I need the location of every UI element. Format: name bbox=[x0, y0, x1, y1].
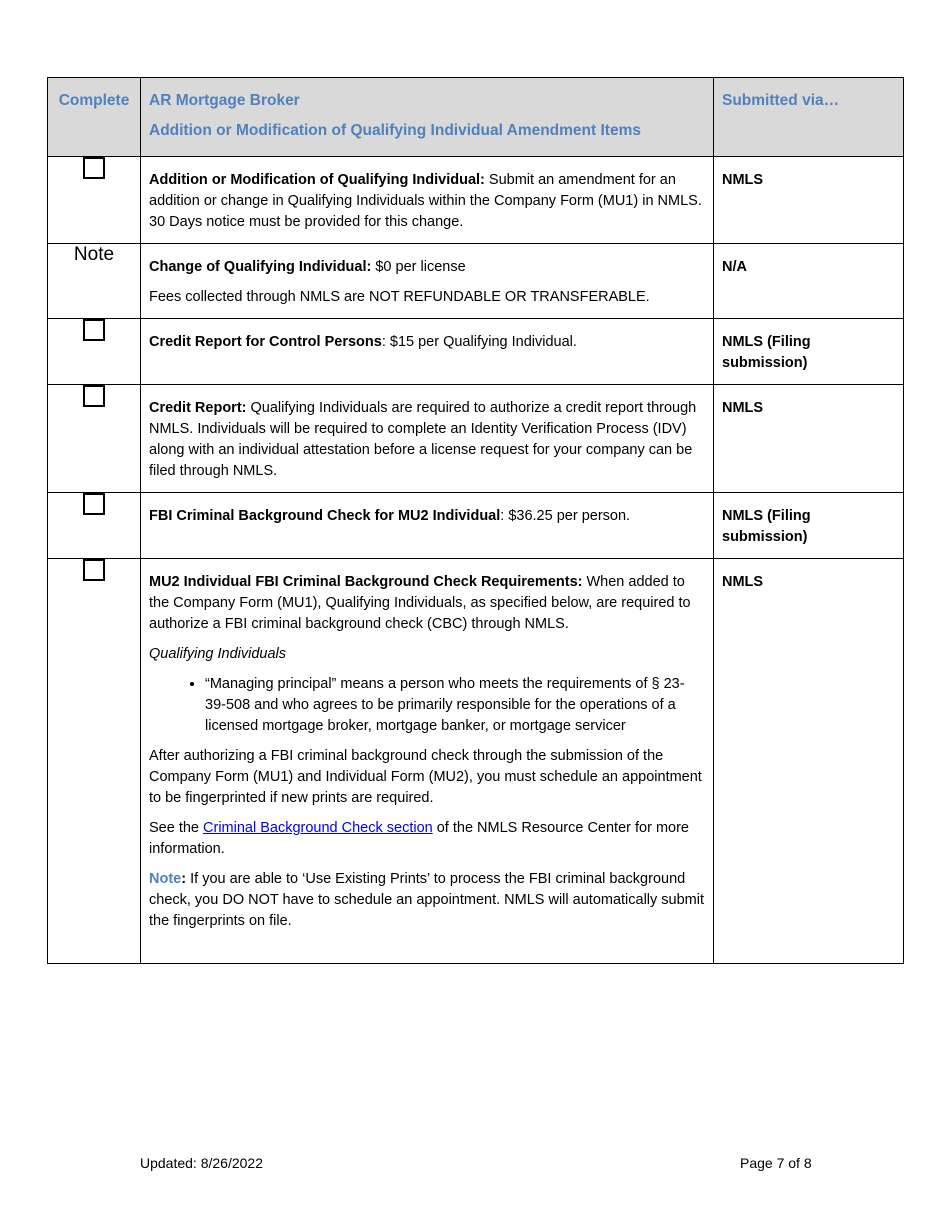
see-pre: See the bbox=[149, 820, 204, 836]
table-row bbox=[48, 157, 904, 244]
complete-cell bbox=[48, 157, 141, 244]
item-text: : $15 per Qualifying Individual. bbox=[381, 334, 577, 350]
description-cell bbox=[141, 157, 714, 244]
item-title: Change of Qualifying Individual: bbox=[149, 259, 372, 275]
table-row bbox=[48, 244, 904, 319]
submitted-via: NMLS (Filing submission) bbox=[714, 493, 904, 559]
item-text: When added to the Company Form (MU1), Qualifying Individuals, as specified below, are required to authorize a FBI criminal background check (CBC) through NMLS. bbox=[149, 574, 691, 632]
note-paragraph bbox=[149, 869, 705, 932]
note-colon: : bbox=[181, 871, 187, 887]
item-text: $0 per license bbox=[371, 259, 466, 275]
description-cell bbox=[141, 493, 714, 559]
note-marker: Note bbox=[48, 244, 141, 319]
see-post: of the NMLS Resource Center for more information. bbox=[149, 820, 689, 857]
cbc-section-link[interactable]: Criminal Background Check section bbox=[203, 820, 433, 836]
complete-checkbox[interactable] bbox=[83, 385, 105, 407]
item-text: Qualifying Individuals are required to authorize a credit report through NMLS. Individuals will be required to complete an Identity Verification Process (IDV) along with an individual attestation before a license request for your company can be filed through NMLS. bbox=[149, 400, 697, 479]
submitted-via: NMLS (Filing submission) bbox=[714, 319, 904, 385]
header-title: AR Mortgage Broker bbox=[149, 92, 300, 109]
submitted-via: NMLS bbox=[714, 157, 904, 244]
description-cell bbox=[141, 244, 714, 319]
table-row bbox=[48, 493, 904, 559]
item-text: Submit an amendment for an addition or change in Qualifying Individuals within the Company Form (MU1) in NMLS. 30 Days notice must be provided for this change. bbox=[149, 172, 702, 230]
header-complete: Complete bbox=[48, 78, 141, 157]
page-number: Page 7 of 8 bbox=[740, 1155, 812, 1171]
submitted-via: N/A bbox=[714, 244, 904, 319]
item-title: Credit Report: bbox=[149, 400, 247, 416]
description-cell bbox=[141, 319, 714, 385]
description-cell bbox=[141, 559, 714, 964]
complete-checkbox[interactable] bbox=[83, 493, 105, 515]
item-text: : $36.25 per person. bbox=[500, 508, 631, 524]
complete-cell bbox=[48, 385, 141, 493]
note-label: Note bbox=[149, 871, 182, 887]
amendment-items-table bbox=[47, 77, 904, 964]
qualifying-list bbox=[149, 674, 705, 737]
item-title: Addition or Modification of Qualifying Individual: bbox=[149, 172, 485, 188]
description-cell bbox=[141, 385, 714, 493]
complete-checkbox[interactable] bbox=[83, 157, 105, 179]
complete-checkbox[interactable] bbox=[83, 319, 105, 341]
header-submitted: Submitted via… bbox=[714, 78, 904, 157]
header-subtitle: Addition or Modification of Qualifying Individual Amendment Items bbox=[149, 122, 641, 139]
item-extra: Fees collected through NMLS are NOT REFUNDABLE OR TRANSFERABLE. bbox=[149, 289, 650, 305]
submitted-via: NMLS bbox=[714, 385, 904, 493]
see-paragraph bbox=[149, 818, 705, 860]
table-row bbox=[48, 559, 904, 964]
header-title-cell bbox=[141, 78, 714, 157]
note-text: If you are able to ‘Use Existing Prints’ to process the FBI criminal background check, you DO NOT have to schedule an appointment. NMLS will automatically submit the fingerprints on file. bbox=[149, 871, 705, 929]
list-item: • “Managing principal” means a person who meets the requirements of § 23-39-508 and who agrees to be primarily responsible for the operations of a licensed mortgage broker, mortgage banker, or mortgage servicer bbox=[205, 674, 705, 737]
item-title: FBI Criminal Background Check for MU2 Individual bbox=[149, 508, 501, 524]
table-header-row bbox=[48, 78, 904, 157]
qualifying-individuals-heading: Qualifying Individuals bbox=[149, 646, 287, 662]
complete-cell bbox=[48, 319, 141, 385]
updated-date: Updated: 8/26/2022 bbox=[140, 1155, 263, 1171]
table-row bbox=[48, 319, 904, 385]
item-title: MU2 Individual FBI Criminal Background Check Requirements: bbox=[149, 574, 583, 590]
table-row bbox=[48, 385, 904, 493]
complete-checkbox[interactable] bbox=[83, 559, 105, 581]
submitted-via: NMLS bbox=[714, 559, 904, 964]
complete-cell bbox=[48, 493, 141, 559]
after-authorizing-text: After authorizing a FBI criminal background check through the submission of the Company Form (MU1) and Individual Form (MU2), you must schedule an appointment to be fingerprinted if new prints are required. bbox=[149, 748, 702, 806]
complete-cell bbox=[48, 559, 141, 964]
item-title: Credit Report for Control Persons bbox=[149, 334, 382, 350]
